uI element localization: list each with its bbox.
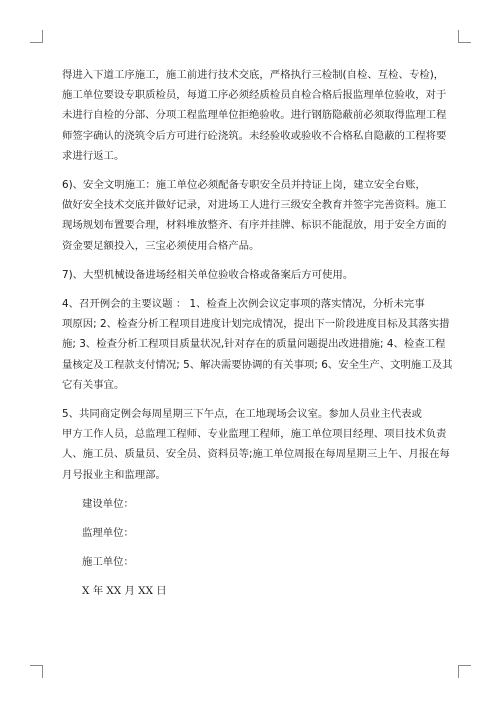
text-line: 6)、安全文明施工：施工单位必须配备专职安全员并持证上岗，建立安全台账， [62, 179, 426, 192]
text-line: 得进入下道工序施工，施工前进行技术交底，严格执行三检制(自检、互检、专检)， [62, 69, 445, 81]
text-line: 月号报业主和监理部。 [62, 468, 166, 481]
text-line: 4、召开例会的主要议题 ： 1、检查上次例会议定事项的落实情况，分析未完事 [62, 298, 425, 311]
document-body [62, 65, 453, 602]
text-line: 现场规划布置要合理，材料堆放整齐、有序并挂牌、标识不能混放，用于安全方面的 [62, 219, 447, 232]
text-line: 7)、大型机械设备进场经相关单位验收合格或备案后方可使用。 [62, 268, 354, 281]
text-line: 资金要足额投入，三宝必须使用合格产品。 [62, 239, 260, 252]
text-line: 师签字确认的浇筑令后方可进行砼浇筑。未经验收或验收不合格私自隐蔽的工程将要 [62, 129, 447, 142]
paragraph-safety [62, 175, 447, 256]
signature-date: X 年 XX 月 XX 日 [82, 585, 167, 598]
text-line: 5、共同商定例会每周星期三下午点，在工地现场会议室。参加人员业主代表或 [62, 408, 422, 421]
text-line: 做好安全技术交底并做好记录，对进场工人进行三级安全教育并签字完善资料。施工 [62, 199, 447, 212]
crop-mark-top-right [458, 30, 471, 43]
crop-mark-top-left [30, 30, 43, 43]
text-line: 项原因; 2、检查分析工程项目进度计划完成情况，提出下一阶段进度目标及其落实措 [62, 318, 450, 331]
text-line: 未进行自检的分部、分项工程监理单位拒绝验收。进行钢筋隐蔽前必须取得监理工程 [62, 109, 447, 122]
text-line: 它有关事宜。 [62, 378, 125, 391]
paragraph-inspection [62, 65, 447, 166]
crop-mark-bottom-right [458, 665, 471, 678]
text-line: 施; 3、检查分析工程项目质量状况,针对存在的质量问题提出改进措施; 4、检查工程 [62, 338, 446, 351]
paragraph-machinery [62, 265, 440, 285]
paragraph-meeting-topics [62, 294, 453, 395]
text-line: 人、施工员、质量员、安全员、资料员等;施工单位周报在每周星期三上午、月报在每 [62, 448, 450, 461]
signature-contractor: 施工单位： [82, 556, 134, 569]
text-line: 施工单位要设专职质检员，每道工序必须经质检员自检合格后报监理单位验收，对于 [62, 89, 447, 102]
signature-owner: 建设单位： [82, 497, 134, 510]
signature-supervisor: 监理单位： [82, 527, 134, 540]
text-line: 甲方工作人员，总监理工程师、专业监理工程师，施工单位项目经理、项目技术负责 [62, 428, 447, 441]
text-line: 求进行返工。 [62, 149, 125, 162]
text-line: 量核定及工程款支付情况; 5、解决需要协调的有关事项; 6、安全生产、文明施工及其 [62, 358, 453, 371]
paragraph-meeting-schedule [62, 404, 450, 485]
crop-mark-bottom-left [30, 665, 43, 678]
